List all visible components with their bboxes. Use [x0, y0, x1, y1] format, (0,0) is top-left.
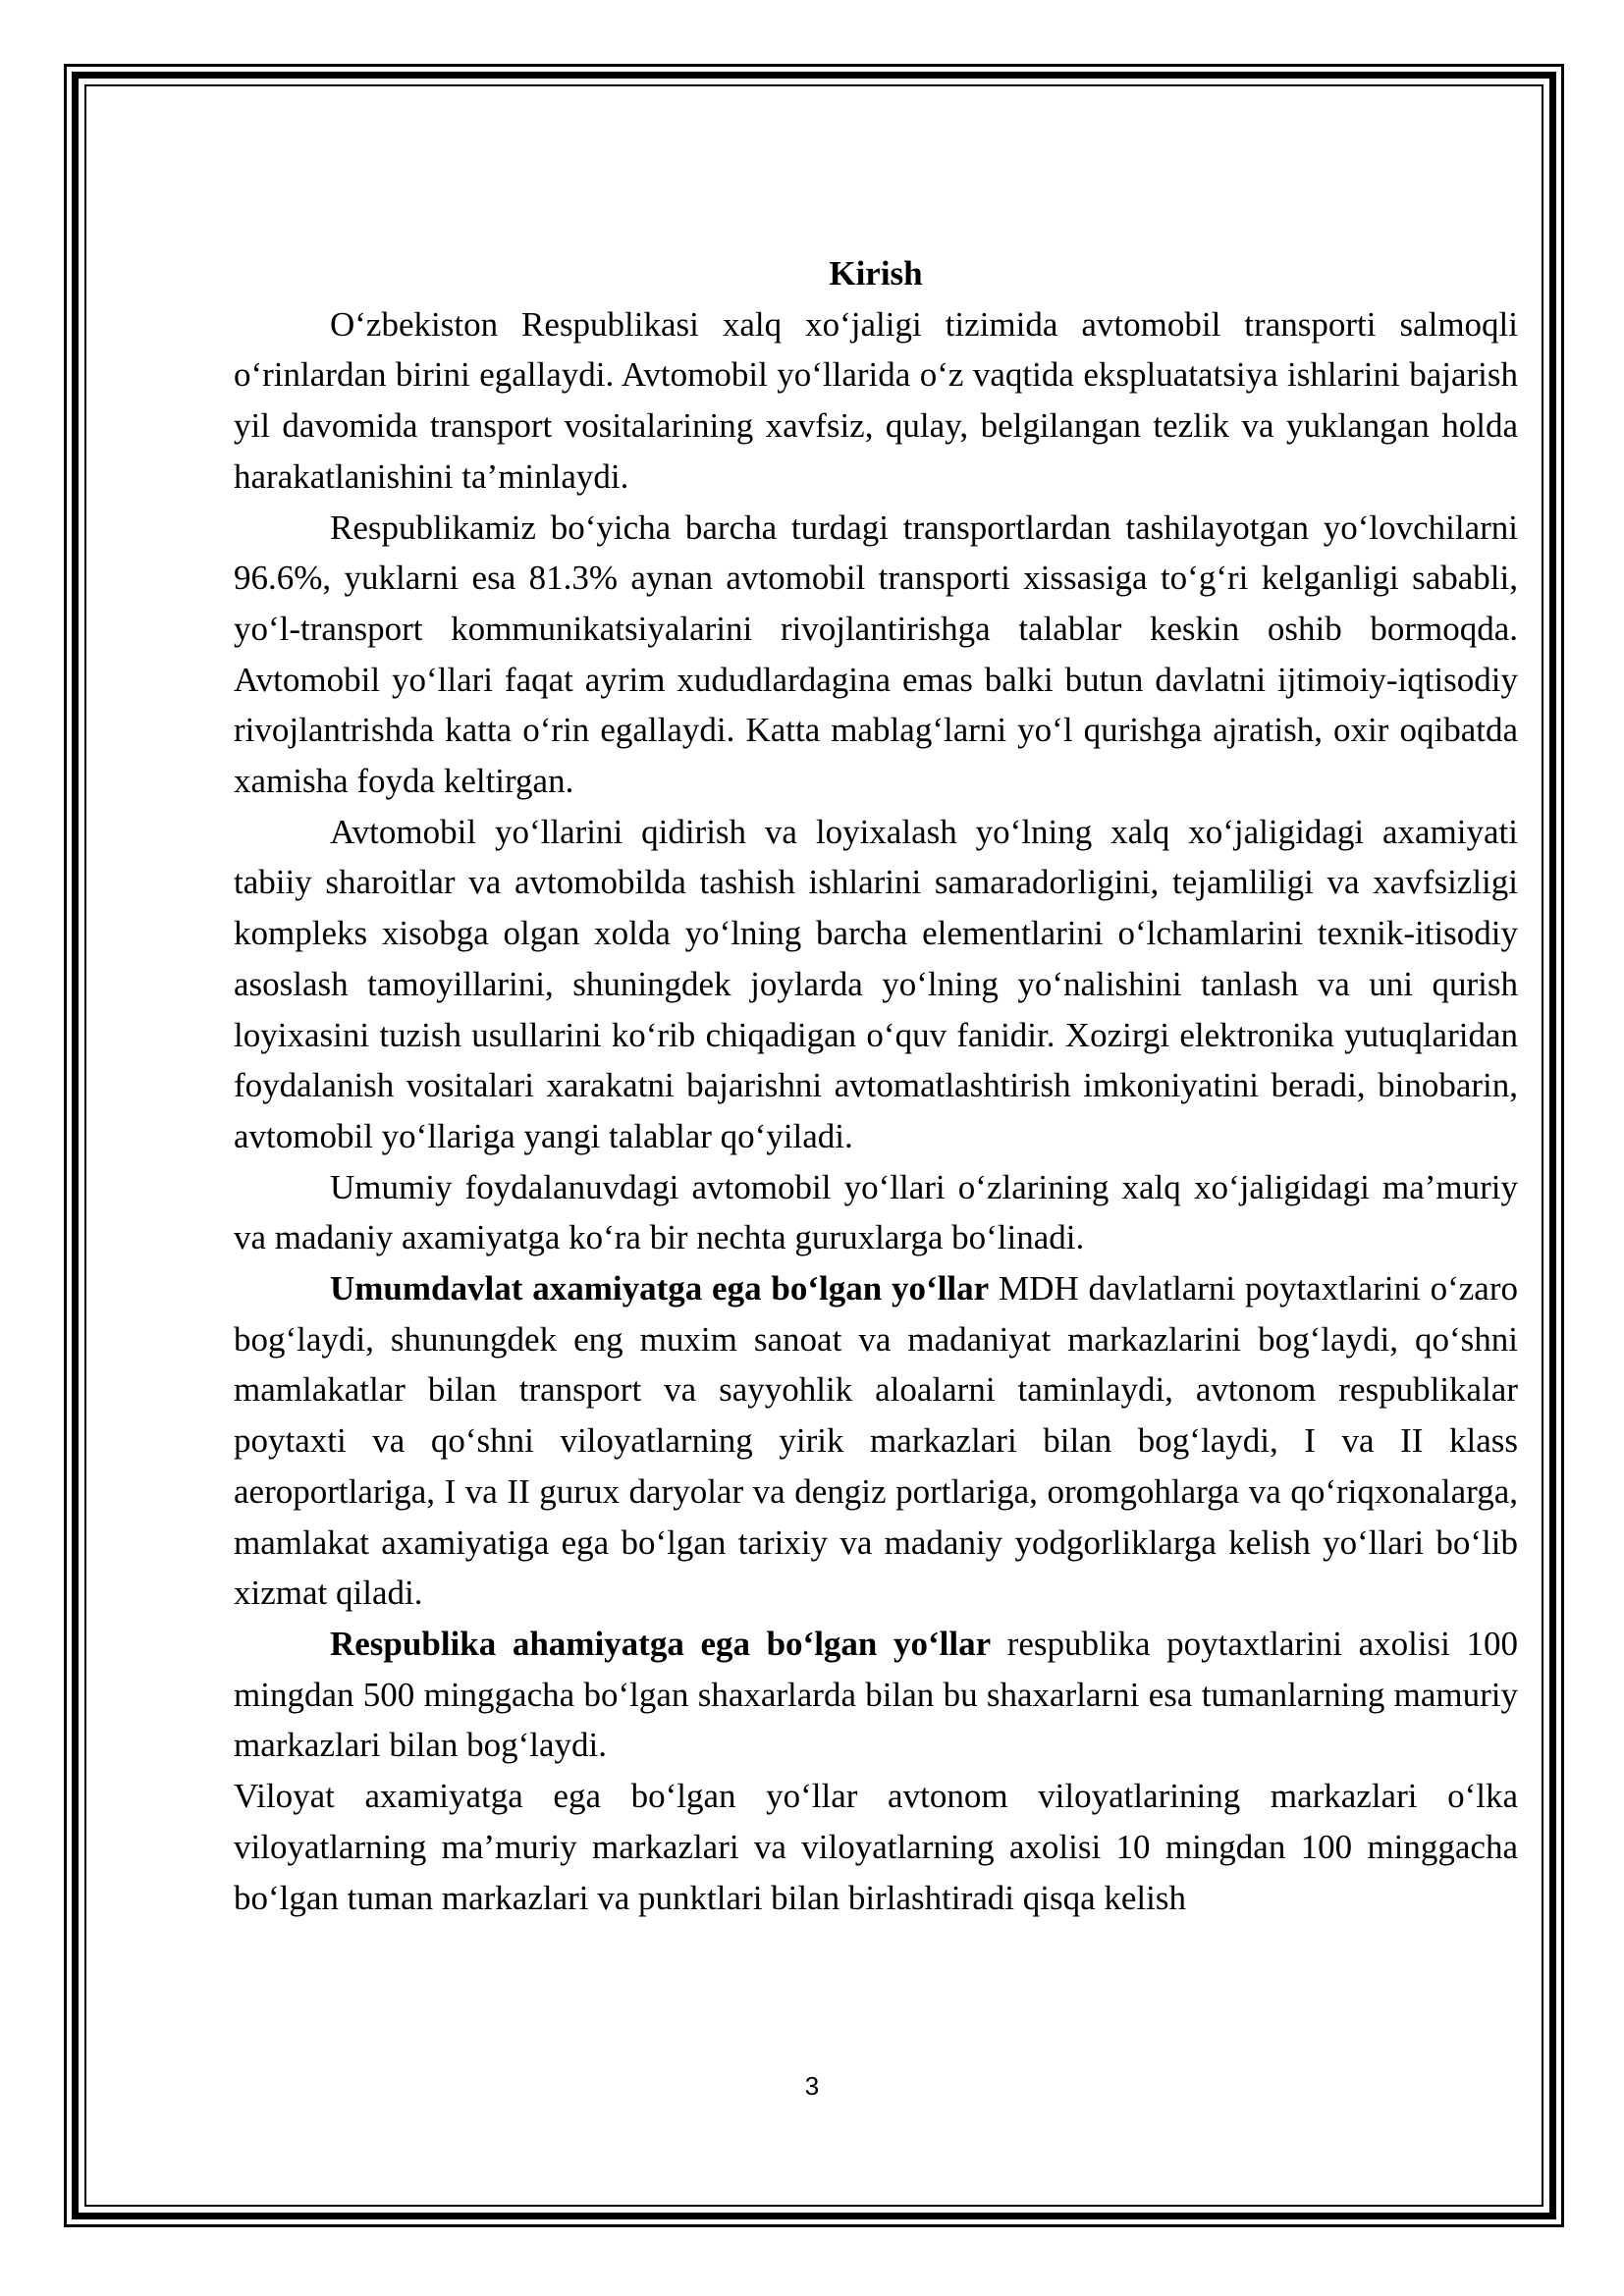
document-body	[234, 248, 1518, 1923]
paragraph-text: Umumiy foydalanuvdagi avtomobil yo‘llari o‘zlarining xalq xo‘jaligidagi ma’muriy va madaniy axamiyatga ko‘ra bir nechta guruxlarga bo‘linadi.	[234, 1167, 1518, 1257]
paragraph-text: Avtomobil yo‘llarini qidirish va loyixalash yo‘lning xalq xo‘jaligidagi axamiyati tabiiy sharoitlar va avtomobilda tashish ishlarini samaradorligini, tejamliligi va xavfsizligi kompleks xisobga olgan xolda yo‘lning barcha elementlarini o‘lchamlarini texnik-itisodiy asoslash tamoyillarini, shuningdek joylarda yo‘lning yo‘nalishini tanlash va uni qurish loyixasini tuzish usullarini ko‘rib chiqadigan o‘quv fanidir. Xozirgi elektronika yutuqlaridan foydalanish vositalari xarakatni bajarishni avtomatlashtirish imkoniyatini beradi, binobarin, avtomobil yo‘llariga yangi talablar qo‘yiladi.	[234, 812, 1518, 1155]
paragraph-1	[234, 299, 1518, 503]
paragraph-5	[234, 1263, 1518, 1619]
page-title: Kirish	[829, 254, 923, 293]
paragraph-6	[234, 1619, 1518, 1771]
paragraph-bold-term: Respublika ahamiyatga ega bo‘lgan yo‘llar	[330, 1624, 992, 1663]
paragraph-text: Viloyat axamiyatga ega bo‘lgan yo‘llar avtonom viloyatlarining markazlari o‘lka viloyatlarning ma’muriy markazlari va viloyatlarning axolisi 10 mingdan 100 minggacha bo‘lgan tuman markazlari va punktlari bilan birlashtiradi qisqa kelish	[234, 1777, 1518, 1917]
paragraph-2	[234, 503, 1518, 807]
paragraph-4	[234, 1162, 1518, 1263]
paragraph-text: respublika poytaxtlarini axolisi 100 mingdan 500 minggacha bo‘lgan shaxarlarda bilan bu shaxarlarni esa tumanlarning mamuriy markazlari bilan bog‘laydi.	[234, 1624, 1518, 1765]
paragraph-3	[234, 807, 1518, 1162]
paragraph-text: Respublikamiz bo‘yicha barcha turdagi transportlardan tashilayotgan yo‘lovchilarni 96.6%, yuklarni esa 81.3% aynan avtomobil transporti xissasiga to‘g‘ri kelganligi sababli, yo‘l-transport kommunikatsiyalarini rivojlantirishga talablar keskin oshib bormoqda. Avtomobil yo‘llari faqat ayrim xududlardagina emas balki butun davlatni ijtimoiy-iqtisodiy rivojlantrishda katta o‘rin egallaydi. Katta mablag‘larni yo‘l qurishga ajratish, oxir oqibatda xamisha foyda keltirgan.	[234, 507, 1518, 801]
paragraph-bold-term: Umumdavlat axamiyatga ega bo‘lgan yo‘llar	[330, 1269, 990, 1308]
page-number: 3	[804, 2071, 820, 2101]
paragraph-text: O‘zbekiston Respublikasi xalq xo‘jaligi tizimida avtomobil transporti salmoqli o‘rinlardan birini egallaydi. Avtomobil yo‘llarida o‘z vaqtida ekspluatatsiya ishlarini bajarish yil davomida transport vositalarining xavfsiz, qulay, belgilangan tezlik va yuklangan holda harakatlanishini ta’minlaydi.	[234, 304, 1518, 496]
paragraph-text: MDH davlatlarni poytaxtlarini o‘zaro bog‘laydi, shunungdek eng muxim sanoat va madaniyat markazlarini bog‘laydi, qo‘shni mamlakatlar bilan transport va sayyohlik aloalarni taminlaydi, avtonom respublikalar poytaxti va qo‘shni viloyatlarning yirik markazlari bilan bog‘laydi, I va II klass aeroportlariga, I va II gurux daryolar va dengiz portlariga, oromgohlarga va qo‘riqxonalarga, mamlakat axamiyatiga ega bo‘lgan tarixiy va madaniy yodgorliklarga kelish yo‘llari bo‘lib xizmat qiladi.	[234, 1269, 1518, 1613]
paragraph-7	[234, 1771, 1518, 1923]
